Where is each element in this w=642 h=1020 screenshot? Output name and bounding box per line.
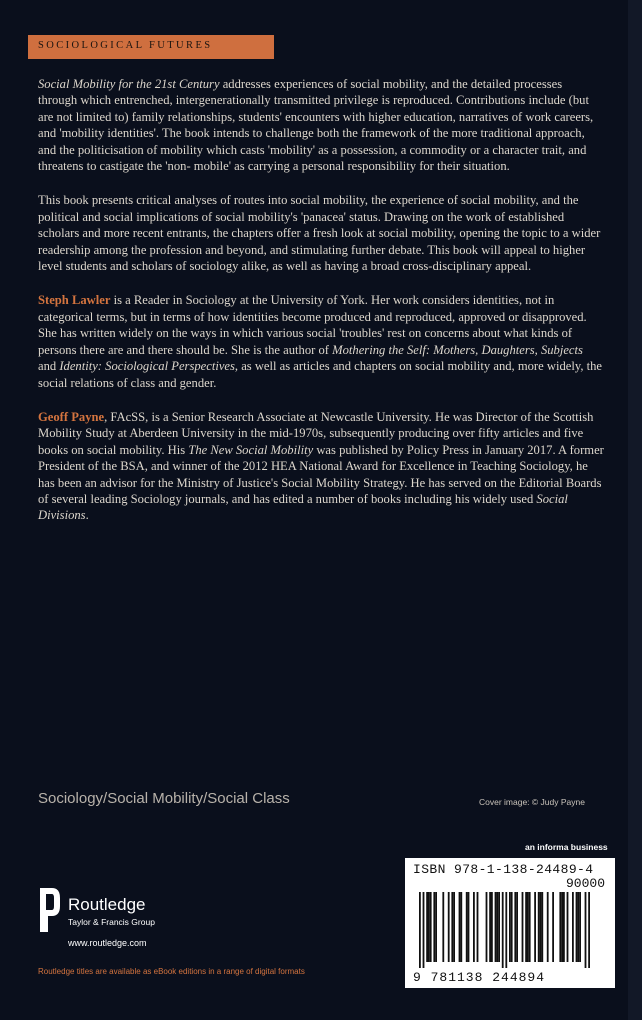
barcode-bar [511, 892, 513, 962]
informa-tagline: an informa business [525, 842, 608, 852]
barcode-bar [430, 892, 432, 962]
series-band [28, 35, 274, 59]
barcode-bar [514, 892, 516, 962]
publisher-website[interactable]: www.routledge.com [68, 938, 147, 948]
barcode-bar [505, 892, 507, 968]
barcode-bar [496, 892, 498, 962]
barcode-bar [509, 892, 511, 962]
barcode-bar [448, 892, 450, 962]
barcode-bar [534, 892, 536, 962]
barcode-bar [527, 892, 529, 962]
author-name-lawler: Steph Lawler [38, 293, 111, 308]
barcode-bar [541, 892, 543, 962]
barcode-bar [588, 892, 590, 968]
barcode-bar [529, 892, 531, 962]
barcode-bar [498, 892, 500, 962]
barcode-bar [428, 892, 430, 962]
barcode-bar [433, 892, 435, 962]
barcode-bar [579, 892, 581, 962]
barcode-bar [486, 892, 488, 962]
series-label: SOCIOLOGICAL FUTURES [38, 40, 213, 51]
barcode-bar [547, 892, 549, 962]
book-title: Social Mobility for the 21st Century [38, 77, 220, 91]
barcode-bar [538, 892, 540, 962]
barcode-bar [522, 892, 524, 962]
barcode-bar [525, 892, 527, 962]
barcode-bar [459, 892, 461, 962]
barcode-bar [419, 892, 421, 968]
barcode-bar [468, 892, 470, 962]
routledge-emblem-icon [38, 886, 62, 934]
barcode-bar [561, 892, 563, 962]
barcode-bar [540, 892, 542, 962]
price-code: 90000 [565, 876, 605, 891]
barcode-bar [489, 892, 491, 962]
barcode-bar [460, 892, 462, 962]
barcode-bar [516, 892, 518, 962]
barcode-bar [576, 892, 578, 962]
barcode-bar [563, 892, 565, 962]
publisher-name: Routledge [68, 895, 146, 914]
cover-credit: Cover image: © Judy Payne [479, 797, 585, 807]
blurb-paragraph-1: Social Mobility for the 21st Century addresses experiences of social mobility, and the detailed processes through which entrenched, intergenerationally transmitted privilege is reproduced. Contributions include (but are not limited to) family relationships, students' encounters with higher education, narratives of work careers, and 'mobility identities'. The book intends to challenge both the framework of the more traditional approach, and the politicisation of mobility which casts 'mobility' as a possession, a commodity or a character trait, and threatens to castigate the 'non- mobile' as carrying a personal responsibility for their situation. [38, 77, 594, 174]
ebook-note: Routledge titles are available as eBook editions in a range of digital formats [38, 967, 305, 976]
isbn-text: ISBN 978-1-138-24489-4 [413, 862, 594, 877]
isbn-barcode [405, 858, 615, 988]
barcode-bar [502, 892, 504, 968]
barcode-bar [423, 892, 425, 968]
author-name-payne: Geoff Payne [38, 409, 105, 424]
subject-classification: Sociology/Social Mobility/Social Class [38, 790, 290, 807]
publisher-group: Taylor & Francis Group [68, 917, 155, 927]
barcode-bar [435, 892, 437, 962]
barcode-bars [413, 892, 607, 968]
barcode-bar [559, 892, 561, 962]
barcode-bar [585, 892, 587, 968]
blurb-paragraph-2: This book presents critical analyses of routes into social mobility, the experience of social mobility, and the political and social implications of social mobility's 'panacea' status. Drawing on the work of established scholars and more recent entrants, the chapters offer a fresh look at social mobility, opening the topic to a wider readership among the profession and beyond, and stimulating further debate. This book will appeal to higher level students and scholars of sociology alike, as well as having a broad cross-disciplinary appeal. [38, 193, 601, 274]
barcode-bar [442, 892, 444, 962]
author-bio-lawler: Steph Lawler is a Reader in Sociology at the University of York. Her work considers identities, not in categorical terms, but in terms of how identities become produced and reproduced, approved or disapproved. She has written widely on the ways in which various social 'troubles' rest on concerns about what kinds of persons there are and there should be. She is the author of Mothering the Self: Mothers, Daughters, Subjects and Identity: Sociological Perspectives, as well as articles and chapters on social mobility and, more widely, the social relations of class and gender. [38, 293, 603, 390]
back-cover-copy [38, 76, 604, 542]
spine-edge [628, 0, 642, 1020]
barcode-bar [577, 892, 579, 962]
author-bio-payne: Geoff Payne, FAcSS, is a Senior Research Associate at Newcastle University. He was Director of the Scottish Mobility Study at Aberdeen University in the mid-1970s, subsequently producing over fifty articles and five books on social mobility. His The New Social Mobility was published by Policy Press in January 2017. A former President of the BSA, and winner of the 2012 HEA National Award for Excellence in Teaching Sociology, he has been an advisor for the Ministry of Justice's Social Mobility Strategy. He has served on the Editorial Boards of several leading Sociology journals, and has edited a number of books including his widely used Social Divisions. [38, 409, 604, 523]
barcode-bar [453, 892, 455, 962]
barcode-bar [567, 892, 569, 962]
barcode-bar [495, 892, 497, 962]
barcode-bar [451, 892, 453, 962]
barcode-bar [466, 892, 468, 962]
barcode-bar [473, 892, 475, 962]
barcode-bar [426, 892, 428, 962]
barcode-bar [477, 892, 479, 962]
barcode-bar [552, 892, 554, 962]
barcode-digits: 9 781138 244894 [413, 970, 546, 985]
barcode-bar [572, 892, 574, 962]
barcode-bar [491, 892, 493, 962]
